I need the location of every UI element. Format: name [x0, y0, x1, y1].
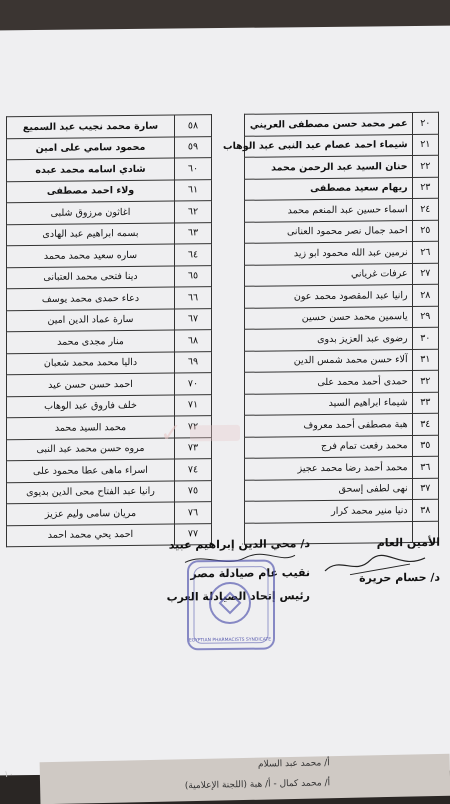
row-number: ٣٤	[412, 413, 438, 435]
member-name-left: محمود سامي على امين	[7, 137, 175, 160]
column-gap	[211, 179, 244, 201]
column-gap	[211, 501, 244, 523]
column-gap	[211, 308, 244, 330]
secretary-general-title: الأمين العام	[376, 535, 440, 550]
row-number: ٢٦	[412, 241, 438, 263]
member-name: ريهام سعيد مصطفى	[244, 177, 412, 200]
bottom-note-1: أ/ محمد عبد السلام	[257, 758, 330, 770]
row-number: ٢١	[412, 134, 438, 156]
member-name-left: خلف فاروق عبد الوهاب	[7, 395, 175, 418]
handwritten-signature-icon	[320, 550, 430, 581]
member-name: حنان السيد عبد الرحمن محمد	[244, 156, 412, 179]
row-number-left: ٦١	[174, 179, 211, 201]
column-gap	[211, 200, 244, 222]
row-number-left: ٦٦	[174, 287, 211, 309]
member-name: شيماء احمد عصام عبد النبى عبد الوهاب	[244, 134, 412, 157]
syndicate-stamp-icon	[180, 554, 280, 655]
member-name-left: محمد السيد محمد	[7, 416, 175, 439]
row-number: ٢٥	[412, 220, 438, 242]
member-name: رانيا عبد المقصود محمد عون	[244, 285, 412, 308]
stamp-caption: EGYPTIAN PHARMACISTS SYNDICATE	[188, 637, 272, 644]
member-name-left: اغاثون مرزوق شلبى	[7, 201, 175, 224]
member-name: شيماء ابراهيم السيد	[244, 392, 412, 415]
member-name-left: ولاء احمد مصطفى	[7, 180, 175, 203]
names-table	[6, 112, 439, 548]
member-name-left: شادي اسامه محمد عبده	[7, 158, 175, 181]
row-number-left: ٦٢	[174, 201, 211, 223]
row-number-left: ٥٩	[174, 136, 211, 158]
row-number: ٢٣	[412, 177, 438, 199]
member-name: محمد أحمد رضا محمد عجيز	[244, 457, 412, 480]
syndicate-head-name: د/ محي الدين إبراهيم عبيد	[168, 537, 310, 552]
row-number: ٣٥	[412, 435, 438, 457]
row-number: ٣٧	[412, 478, 438, 500]
member-name-left: دينا فتحى محمد العتبانى	[7, 266, 175, 289]
member-name: دنيا منير محمد كرار	[244, 500, 412, 523]
row-number-left: ٦٠	[174, 158, 211, 180]
member-name-left: مروه حسن محمد عبد النبى	[7, 438, 175, 461]
member-name-left: مريان سامى وليم عزيز	[7, 502, 175, 525]
row-number: ٢٠	[412, 112, 438, 134]
row-number-left: ٧٤	[174, 459, 211, 481]
row-number-left: ٦٩	[174, 351, 211, 373]
row-number-left: ٦٣	[174, 222, 211, 244]
member-name-left: دعاء حمدى محمد يوسف	[7, 287, 175, 310]
member-name-left: احمد يحي محمد احمد	[7, 524, 175, 547]
row-number-left: ٧٥	[174, 480, 211, 502]
secretary-general-name: د/ حسام حريرة	[359, 570, 440, 585]
row-number: ٣٦	[412, 456, 438, 478]
row-number-left: ٧٣	[174, 437, 211, 459]
row-number: ٢٤	[412, 198, 438, 220]
member-name-left: احمد حسن حسن عيد	[7, 373, 175, 396]
row-number-left: ٧٦	[174, 502, 211, 524]
row-number-left: ٧٠	[174, 373, 211, 395]
column-gap	[211, 351, 244, 373]
member-name-left: بسمه ابراهيم عبد الهادى	[7, 223, 175, 246]
row-number: ٣٠	[412, 327, 438, 349]
member-name: عمر محمد حسن مصطفى العريني	[244, 113, 412, 136]
watermark-logo-icon	[160, 413, 250, 454]
row-number: ٢٨	[412, 284, 438, 306]
column-gap	[211, 329, 244, 351]
member-name-left: داليا محمد محمد شعبان	[7, 352, 175, 375]
row-number-left: ٦٥	[174, 265, 211, 287]
svg-text:✓: ✓	[160, 418, 182, 449]
row-number-left: ٧٢	[174, 416, 211, 438]
member-name: عرفات غرياني	[244, 263, 412, 286]
column-gap	[211, 372, 244, 394]
column-gap	[211, 243, 244, 265]
member-name: رضوى عبد العزيز بدوى	[244, 328, 412, 351]
member-name: احمد جمال نصر محمود العنانى	[244, 220, 412, 243]
member-name-left: منار مجدى محمد	[7, 330, 175, 353]
column-gap	[211, 458, 244, 480]
row-number-left: ٦٧	[174, 308, 211, 330]
column-gap	[211, 114, 244, 136]
row-number: ٣٨	[412, 499, 438, 521]
column-gap	[211, 157, 244, 179]
member-name: نرمين عبد الله محمود ابو زيد	[244, 242, 412, 265]
column-gap	[211, 286, 244, 308]
row-number-left: ٧١	[174, 394, 211, 416]
member-name: نهى لطفى إسحق	[244, 478, 412, 501]
row-number: ٣٢	[412, 370, 438, 392]
row-number-left: ٥٨	[174, 115, 211, 137]
row-number: ٢٢	[412, 155, 438, 177]
column-gap	[211, 222, 244, 244]
member-name: اسماء حسين عبد المنعم محمد	[244, 199, 412, 222]
row-number: ٢٧	[412, 263, 438, 285]
page-number: ١٠	[4, 770, 14, 780]
bottom-note-2: أ/ محمد كمال - أ/ هبة (اللجنة الإعلامية)	[184, 778, 331, 792]
column-gap	[211, 265, 244, 287]
member-name: ياسمين محمد حسن حسين	[244, 306, 412, 329]
member-name-left: سارة عماد الدين امين	[7, 309, 175, 332]
row-number: ٣٣	[412, 392, 438, 414]
secretary-general-signature	[320, 536, 440, 585]
underlying-paper	[40, 754, 450, 804]
member-name: هبة مصطفى أحمد معروف	[244, 414, 412, 437]
arab-union-title: رئيس إتحاد الصيادلة العرب	[166, 589, 310, 604]
column-gap	[211, 480, 244, 502]
row-number: ٣١	[412, 349, 438, 371]
member-name-left: سارة محمد نجيب عبد السميع	[7, 115, 175, 138]
member-name-left: رانيا عبد الفتاح محى الدين بديوى	[7, 481, 175, 504]
member-name: حمدى أحمد محمد على	[244, 371, 412, 394]
row-number: ٢٩	[412, 306, 438, 328]
row-number-left: ٦٨	[174, 330, 211, 352]
syndicate-head-title: نقيب عام صيادلة مصر	[190, 566, 310, 581]
row-number-left: ٧٧	[174, 523, 211, 545]
member-name-left: ساره سعيد محمد محمد	[7, 244, 175, 267]
member-name-left: اسراء ماهى عطا محمود على	[7, 459, 175, 482]
document-page	[0, 26, 450, 776]
row-number-left: ٦٤	[174, 244, 211, 266]
member-name: آلاء حسن محمد شمس الدين	[244, 349, 412, 372]
member-name: محمد رفعت تمام فرج	[244, 435, 412, 458]
